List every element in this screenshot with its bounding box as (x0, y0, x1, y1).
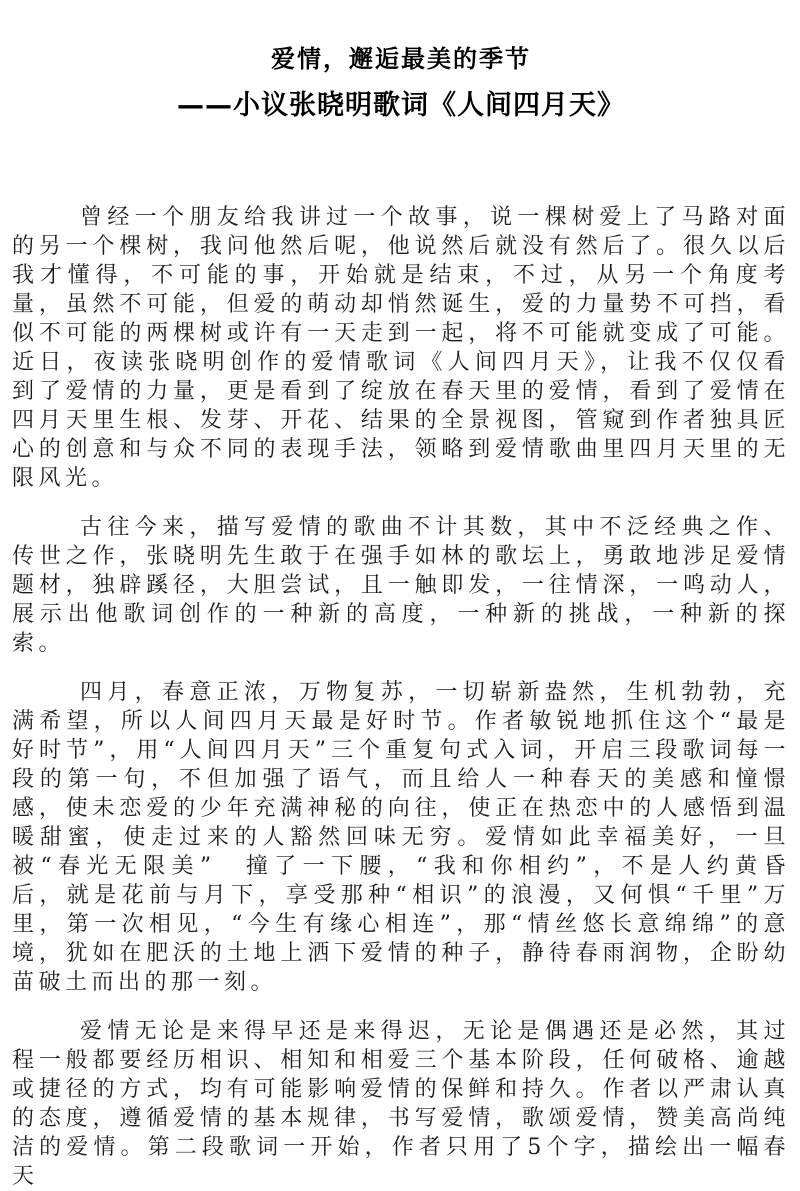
doc-title: 爱情，邂逅最美的季节 (271, 45, 531, 73)
paragraph-4: 爱情无论是来得早还是来得迟，无论是偶遇还是必然，其过程一般都要经历相识、相知和相爱三个基本阶段，任何破格、逾越或捷径的方式，均有可能影响爱情的保鲜和持久。作者以严肃认真的态度，遵循爱情的基本规律，书写爱情，歌颂爱情，赞美高尚纯洁的爱情。第二段歌词一开始，作者只用了5个字，描绘出一幅春天 (12, 1019, 790, 1189)
paragraph-3: 四月，春意正浓，万物复苏，一切崭新盎然，生机勃勃，充满希望，所以人间四月天最是好时节。作者敏锐地抓住这个“最是好时节”，用“人间四月天”三个重复句式入词，开启三段歌词每一段的第一句，不但加强了语气，而且给人一种春天的美感和憧憬感，使未恋爱的少年充满神秘的向往，使正在热恋中的人感悟到温暖甜蜜，使走过来的人豁然回味无穷。爱情如此幸福美好，一旦被“春光无限美” 撞了一下腰，“我和你相约”，不是人约黄昏后，就是花前与月下，享受那种“相识”的浪漫，又何惧“千里”万里，第一次相见，“今生有缘心相连”，那“情丝悠长意绵绵”的意境，犹如在肥沃的土地上洒下爱情的种子，静待春雨润物，企盼幼苗破土而出的那一刻。 (12, 680, 790, 995)
doc-body (12, 203, 790, 1191)
paragraph-1: 曾经一个朋友给我讲过一个故事，说一棵树爱上了马路对面的另一个棵树，我问他然后呢，他说然后就没有然后了。很久以后我才懂得，不可能的事，开始就是结束，不过，从另一个角度考量，虽然不可能，但爱的萌动却悄然诞生，爱的力量势不可挡，看似不可能的两棵树或许有一天走到一起，将不可能就变成了可能。近日，夜读张晓明创作的爱情歌词《人间四月天》，让我不仅仅看到了爱情的力量，更是看到了绽放在春天里的爱情，看到了爱情在四月天里生根、发芽、开花、结果的全景视图，管窥到作者独具匠心的创意和与众不同的表现手法，领略到爱情歌曲里四月天里的无限风光。 (12, 205, 790, 491)
doc-subtitle: ——小议张晓明歌词《人间四月天》 (177, 90, 625, 121)
paragraph-2: 古往今来，描写爱情的歌曲不计其数，其中不泛经典之作、传世之作，张晓明先生敢于在强手如林的歌坛上，勇敢地涉足爱情题材，独辟蹊径，大胆尝试，且一触即发，一往情深，一鸣动人，展示出他歌词创作的一种新的高度，一种新的挑战，一种新的探索。 (12, 515, 790, 656)
